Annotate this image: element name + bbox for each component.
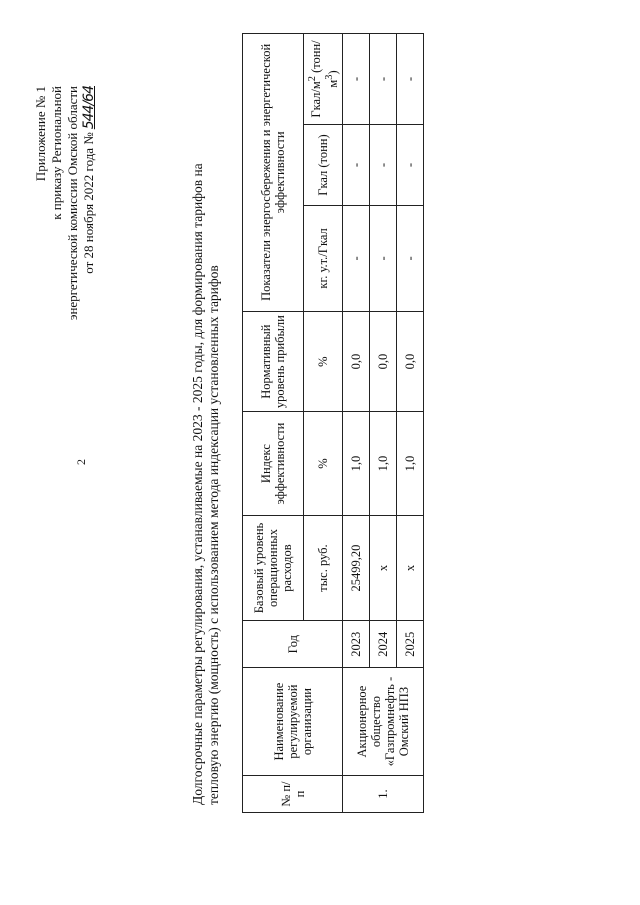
page-number: 2 <box>74 459 88 465</box>
appendix-line-2: к приказу Региональной <box>49 86 64 220</box>
appendix-line-1: Приложение № 1 <box>33 86 48 182</box>
order-number: 544/64 <box>81 86 97 130</box>
cell-norm: 0,0 <box>343 311 370 412</box>
row-number: 1. <box>343 776 424 813</box>
header-norm: Нормативный уровень прибыли <box>243 311 304 412</box>
cell-gcalm: - <box>343 34 370 125</box>
header-base: Базовый уровень операционных расходов <box>243 515 304 621</box>
unit-base: тыс. руб. <box>304 515 343 621</box>
cell-kg: - <box>343 206 370 312</box>
cell-base: 25499,20 <box>343 515 370 621</box>
title-line-2: тепловую энергию (мощность) с использованием метода индексации установленных тарифов <box>206 265 221 805</box>
unit-kg: кг. у.т./Гкал <box>304 206 343 312</box>
appendix-line-3: энергетической комиссии Омской области <box>65 86 80 321</box>
cell-norm: 0,0 <box>370 311 397 412</box>
header-year: Год <box>243 621 343 668</box>
header-energy: Показатели энергосбережения и энергетической эффективности <box>243 34 304 312</box>
cell-kg: - <box>370 206 397 312</box>
cell-gcalm: - <box>370 34 397 125</box>
cell-year: 2024 <box>370 621 397 668</box>
table-row <box>343 34 370 813</box>
header-num: № п/п <box>243 776 343 813</box>
cell-idx: 1,0 <box>370 412 397 515</box>
cell-gcalm: - <box>397 34 424 125</box>
parameters-table <box>242 33 424 813</box>
header-idx: Индекс эффективности <box>243 412 304 515</box>
title-line-1: Долгосрочные параметры регулирования, устанавливаемые на 2023 - 2025 годы, для формирования тарифов на <box>190 163 205 805</box>
appendix-header <box>33 86 97 320</box>
unit-gcal: Гкал (тонн) <box>304 125 343 206</box>
unit-idx: % <box>304 412 343 515</box>
cell-base: х <box>397 515 424 621</box>
unit-norm: % <box>304 311 343 412</box>
cell-year: 2023 <box>343 621 370 668</box>
header-org: Наименование регулируемой организации <box>243 668 343 776</box>
cell-norm: 0,0 <box>397 311 424 412</box>
cell-base: х <box>370 515 397 621</box>
cell-gcal: - <box>397 125 424 206</box>
unit-gcalm: Гкал/$м^2$ $(тонн/м^3)$ <box>304 34 343 125</box>
cell-kg: - <box>397 206 424 312</box>
cell-idx: 1,0 <box>397 412 424 515</box>
cell-gcal: - <box>343 125 370 206</box>
cell-idx: 1,0 <box>343 412 370 515</box>
organization-name: Акционерное общество «Газпромнефть - Омский НПЗ <box>343 668 424 776</box>
cell-year: 2025 <box>397 621 424 668</box>
appendix-line-4 <box>81 86 97 320</box>
cell-gcal: - <box>370 125 397 206</box>
document-title <box>190 45 222 805</box>
appendix-date: от 28 ноября 2022 года № <box>81 132 96 274</box>
